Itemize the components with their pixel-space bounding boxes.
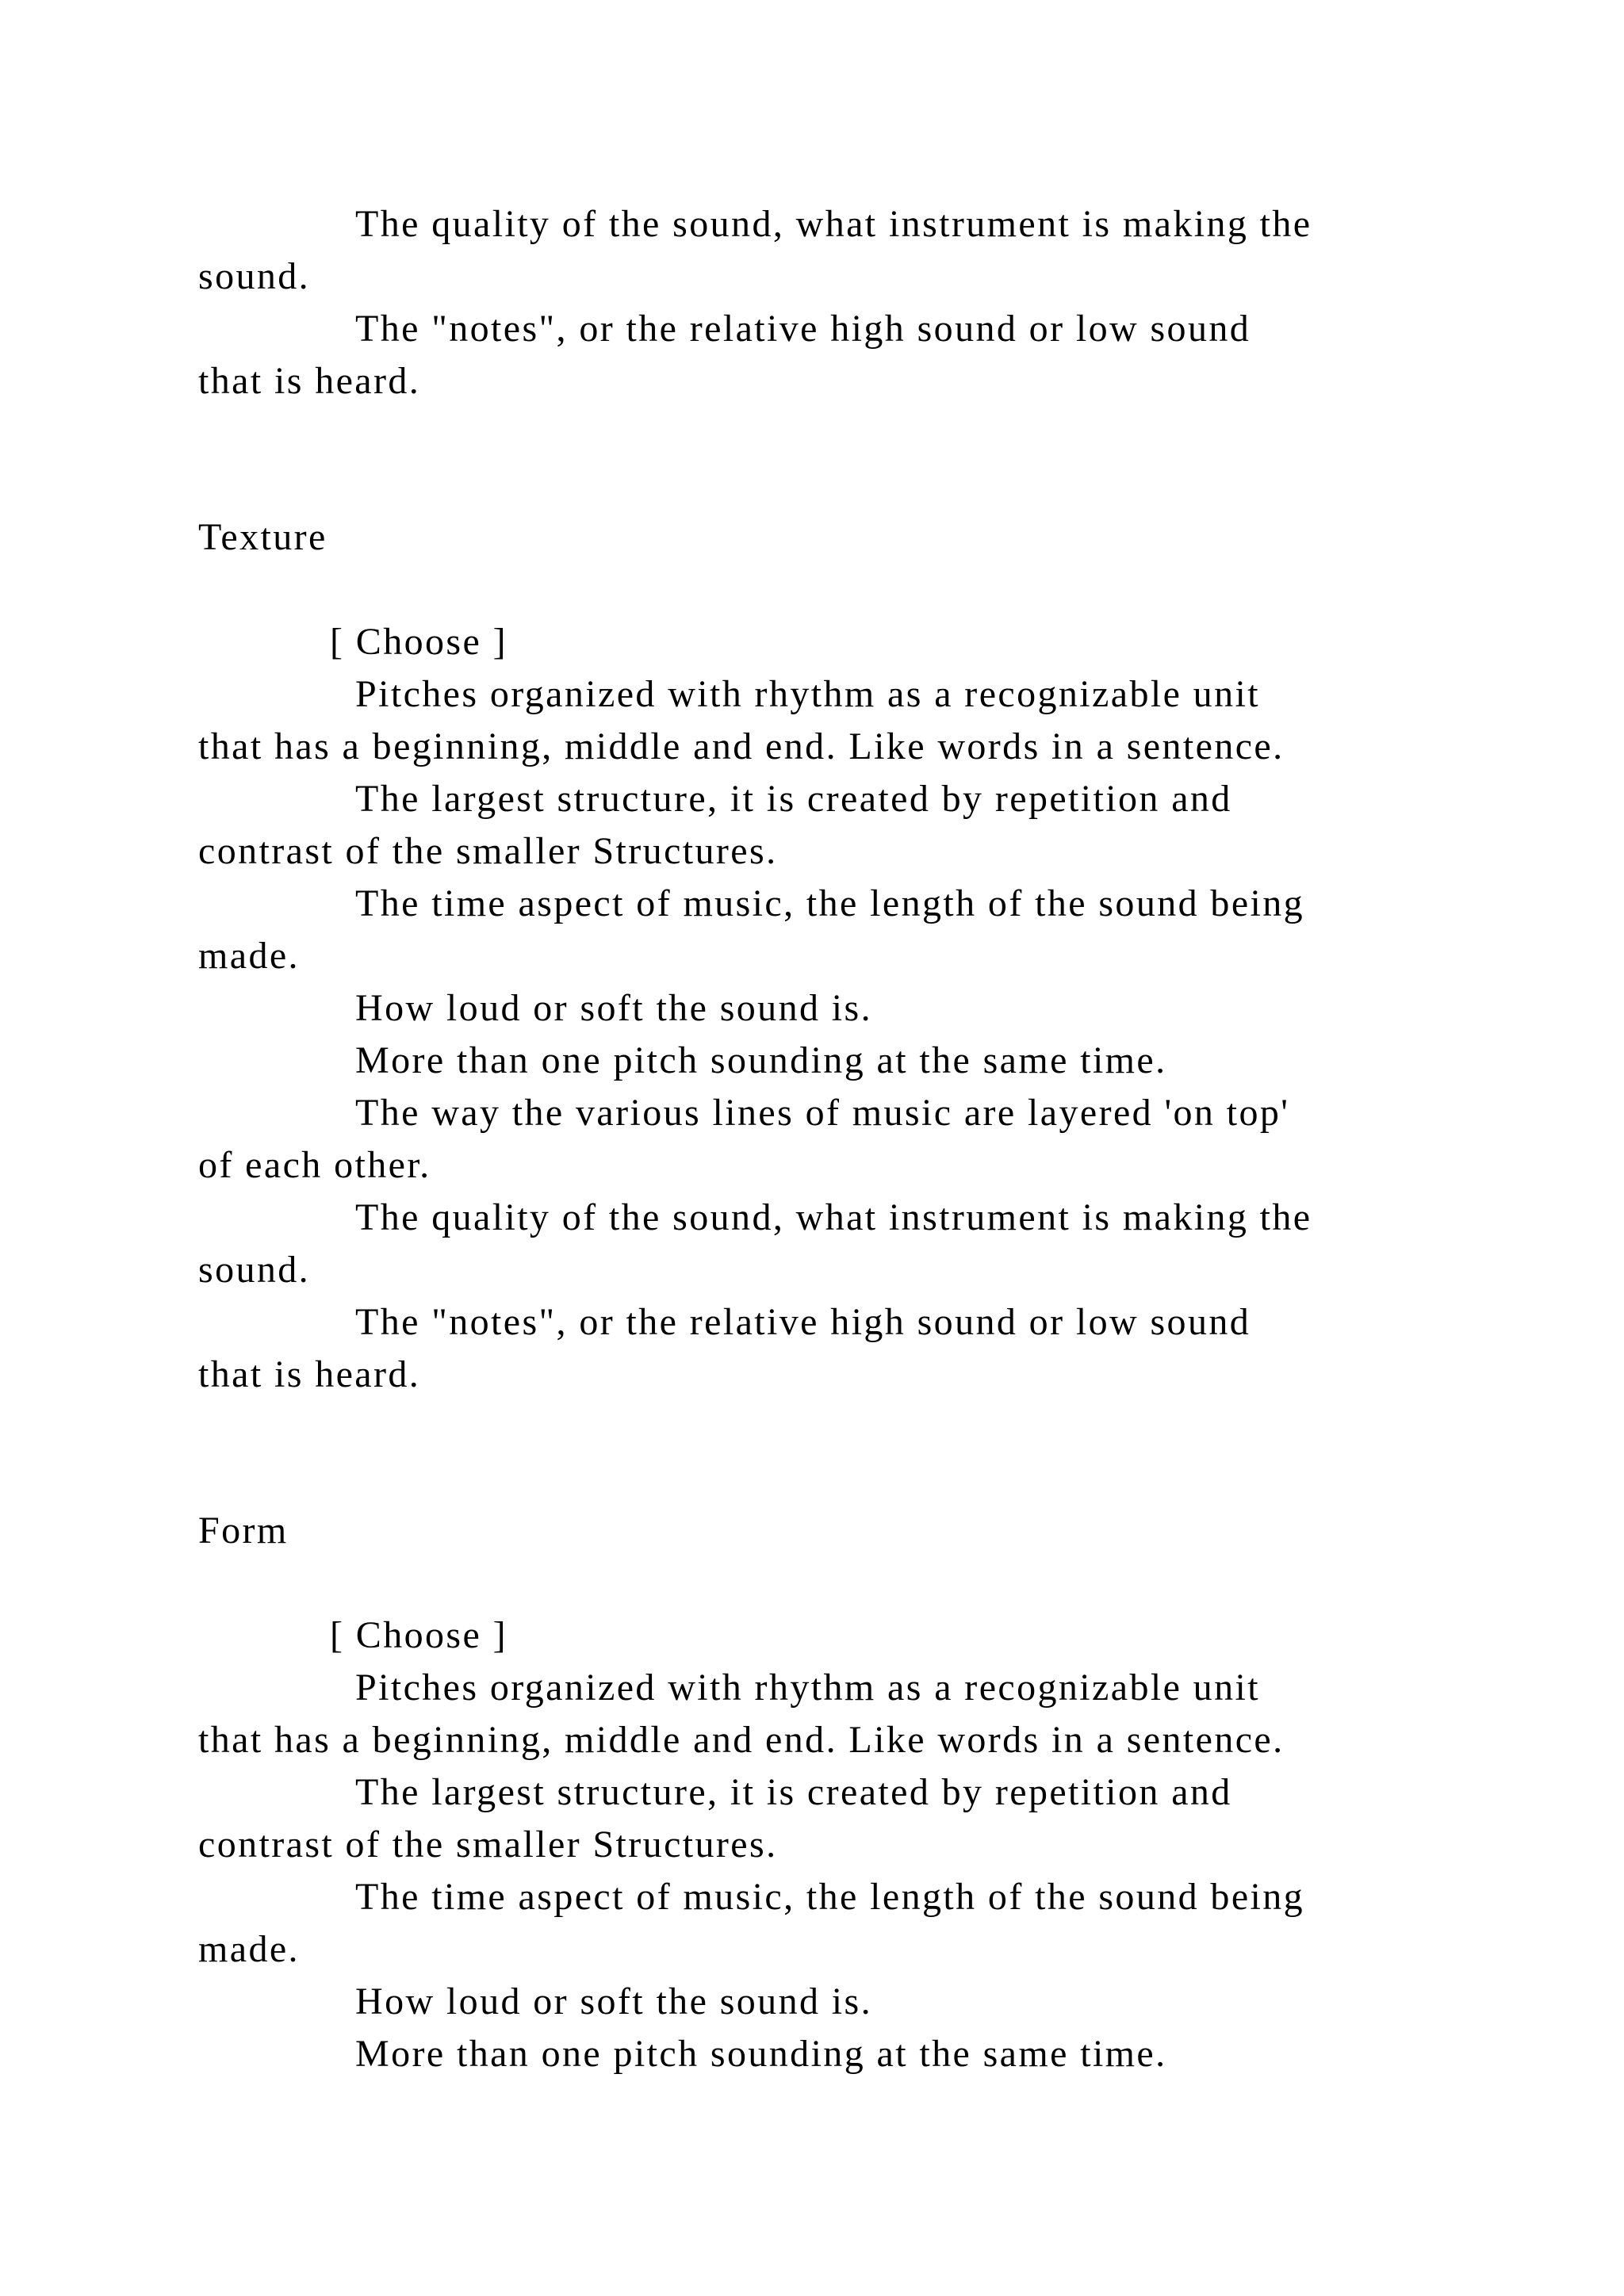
form-choose-select[interactable]: [ Choose ] xyxy=(330,1614,508,1656)
form-option-harmony: More than one pitch sounding at the same time. xyxy=(355,2033,1167,2075)
option-timbre-line-2: sound. xyxy=(198,255,311,297)
question-heading-texture: Texture xyxy=(198,516,327,558)
form-option-form-line-2: contrast of the smaller Structures. xyxy=(198,1823,778,1866)
option-pitch-line-2: that is heard. xyxy=(198,360,421,402)
texture-choose-select[interactable]: [ Choose ] xyxy=(330,621,508,663)
form-option-rhythm-line-2: made. xyxy=(198,1928,300,1970)
texture-option-form-line-2: contrast of the smaller Structures. xyxy=(198,830,778,872)
question-heading-form: Form xyxy=(198,1510,289,1552)
texture-option-texture-line-2: of each other. xyxy=(198,1144,431,1186)
texture-option-timbre-line-1: The quality of the sound, what instrument is making the xyxy=(355,1196,1312,1238)
texture-option-pitch-line-2: that is heard. xyxy=(198,1353,421,1395)
form-option-melody-line-1: Pitches organized with rhythm as a recognizable unit xyxy=(355,1667,1260,1709)
option-timbre-line-1: The quality of the sound, what instrument is making the xyxy=(355,203,1312,245)
texture-option-rhythm-line-2: made. xyxy=(198,935,300,977)
option-pitch-line-1: The "notes", or the relative high sound or low sound xyxy=(355,308,1251,350)
form-option-rhythm-line-1: The time aspect of music, the length of the sound being xyxy=(355,1876,1305,1918)
form-option-dynamics: How loud or soft the sound is. xyxy=(355,1980,872,2022)
texture-option-rhythm-line-1: The time aspect of music, the length of the sound being xyxy=(355,882,1305,924)
texture-option-timbre-line-2: sound. xyxy=(198,1249,311,1291)
texture-option-pitch-line-1: The "notes", or the relative high sound or low sound xyxy=(355,1301,1251,1343)
form-option-form-line-1: The largest structure, it is created by repetition and xyxy=(355,1771,1232,1813)
form-option-melody-line-2: that has a beginning, middle and end. Like words in a sentence. xyxy=(198,1719,1285,1761)
texture-option-melody-line-2: that has a beginning, middle and end. Like words in a sentence. xyxy=(198,725,1285,767)
texture-option-melody-line-1: Pitches organized with rhythm as a recognizable unit xyxy=(355,673,1260,715)
texture-option-form-line-1: The largest structure, it is created by repetition and xyxy=(355,778,1232,820)
texture-option-texture-line-1: The way the various lines of music are layered 'on top' xyxy=(355,1092,1290,1134)
texture-option-dynamics: How loud or soft the sound is. xyxy=(355,987,872,1029)
texture-option-harmony: More than one pitch sounding at the same time. xyxy=(355,1039,1167,1081)
